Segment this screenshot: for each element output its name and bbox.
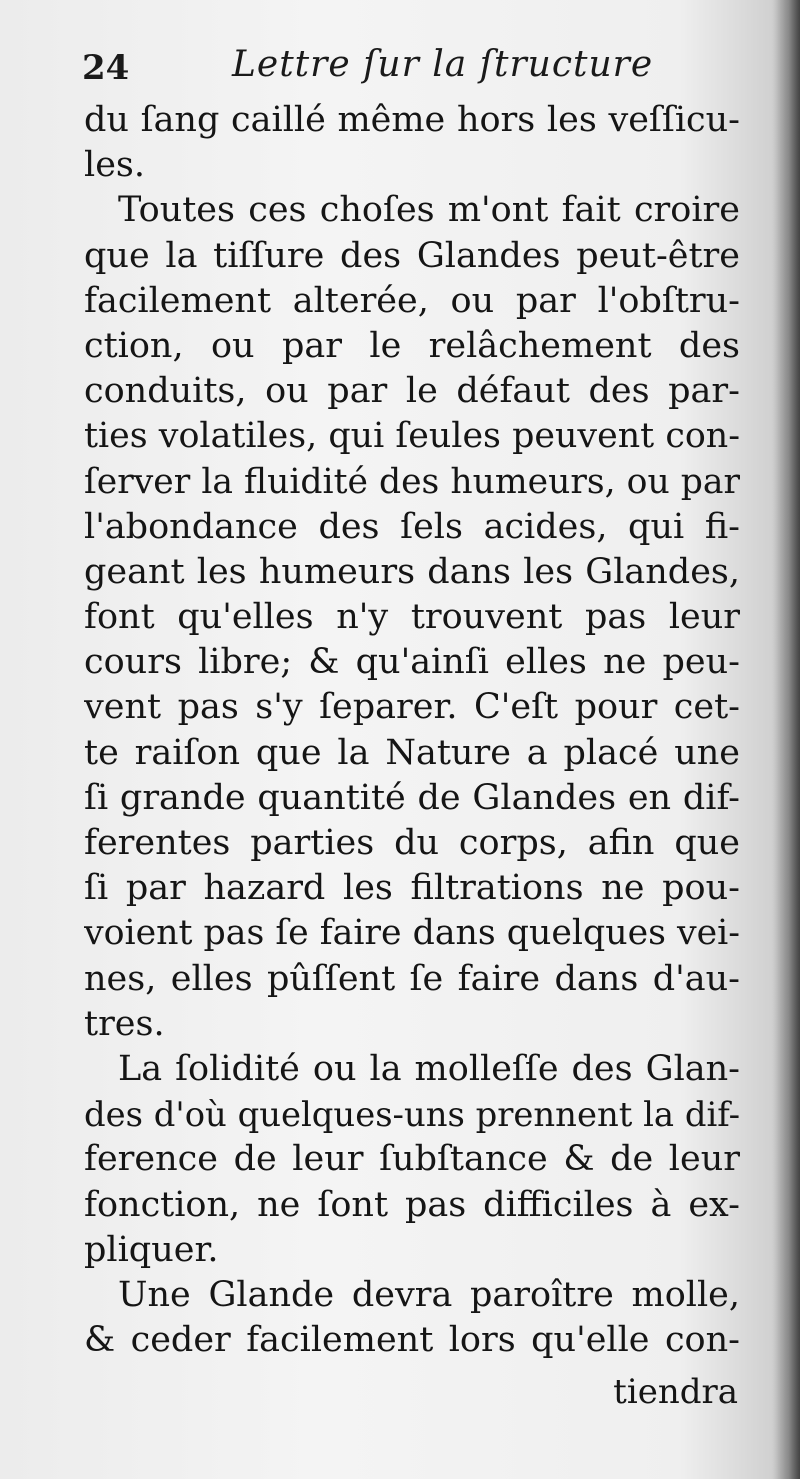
running-title: Lettre ſur la ſtructure (232, 44, 654, 85)
text-line: que la tiſſure des Glandes peut-être (84, 235, 740, 276)
text-line: tres. (84, 1003, 165, 1044)
text-line: facilement alterée, ou par l'obſtru- (84, 280, 740, 321)
text-line: ſi par hazard les filtrations ne pou- (84, 868, 740, 909)
text-line: te raiſon que la Nature a placé une (84, 732, 740, 773)
page-edge-shadow (772, 0, 800, 1479)
text-line: voient pas ſe faire dans quelques vei- (84, 913, 740, 954)
text-line: ties volatiles, qui ſeules peuvent con- (84, 416, 740, 457)
text-line: La ſolidité ou la molleſſe des Glan- (118, 1048, 740, 1089)
text-line: vent pas s'y ſeparer. C'eſt pour cet- (84, 687, 740, 728)
text-line: pliquer. (84, 1229, 219, 1270)
text-line: ferentes parties du corps, afin que (84, 823, 740, 863)
text-line: ction, ou par le relâchement des (84, 325, 740, 366)
text-line: cours libre; & qu'ainſi elles ne peu- (84, 642, 740, 683)
text-line: ſerver la fluidité des humeurs, ou par (84, 461, 740, 502)
catchword: tiendra (613, 1372, 738, 1412)
text-line: Toutes ces choſes m'ont fait croire (118, 190, 740, 231)
text-line: Une Glande devra paroître molle, (118, 1274, 740, 1315)
page-number: 24 (82, 48, 130, 88)
text-line: les. (84, 145, 145, 186)
text-line: des d'où quelques-uns prennent la dif- (84, 1095, 740, 1135)
text-line: l'abondance des ſels acides, qui fi- (84, 506, 740, 547)
text-line: font qu'elles n'y trouvent pas leur (84, 597, 740, 638)
text-line: nes, elles pûſſent ſe faire dans d'au- (84, 958, 740, 999)
text-line: ſi grande quantité de Glandes en dif- (84, 777, 740, 818)
body-text (84, 98, 740, 1363)
text-line: fonction, ne ſont pas difficiles à ex- (84, 1184, 740, 1225)
text-line: du ſang caillé même hors les veſſicu- (84, 100, 740, 140)
text-line: geant les humeurs dans les Glandes, (84, 551, 740, 592)
text-line: & ceder facilement lors qu'elle con- (84, 1320, 740, 1361)
text-line: ference de leur ſubſtance & de leur (84, 1139, 740, 1180)
page-header (82, 42, 762, 94)
text-line: conduits, ou par le défaut des par- (84, 371, 740, 412)
